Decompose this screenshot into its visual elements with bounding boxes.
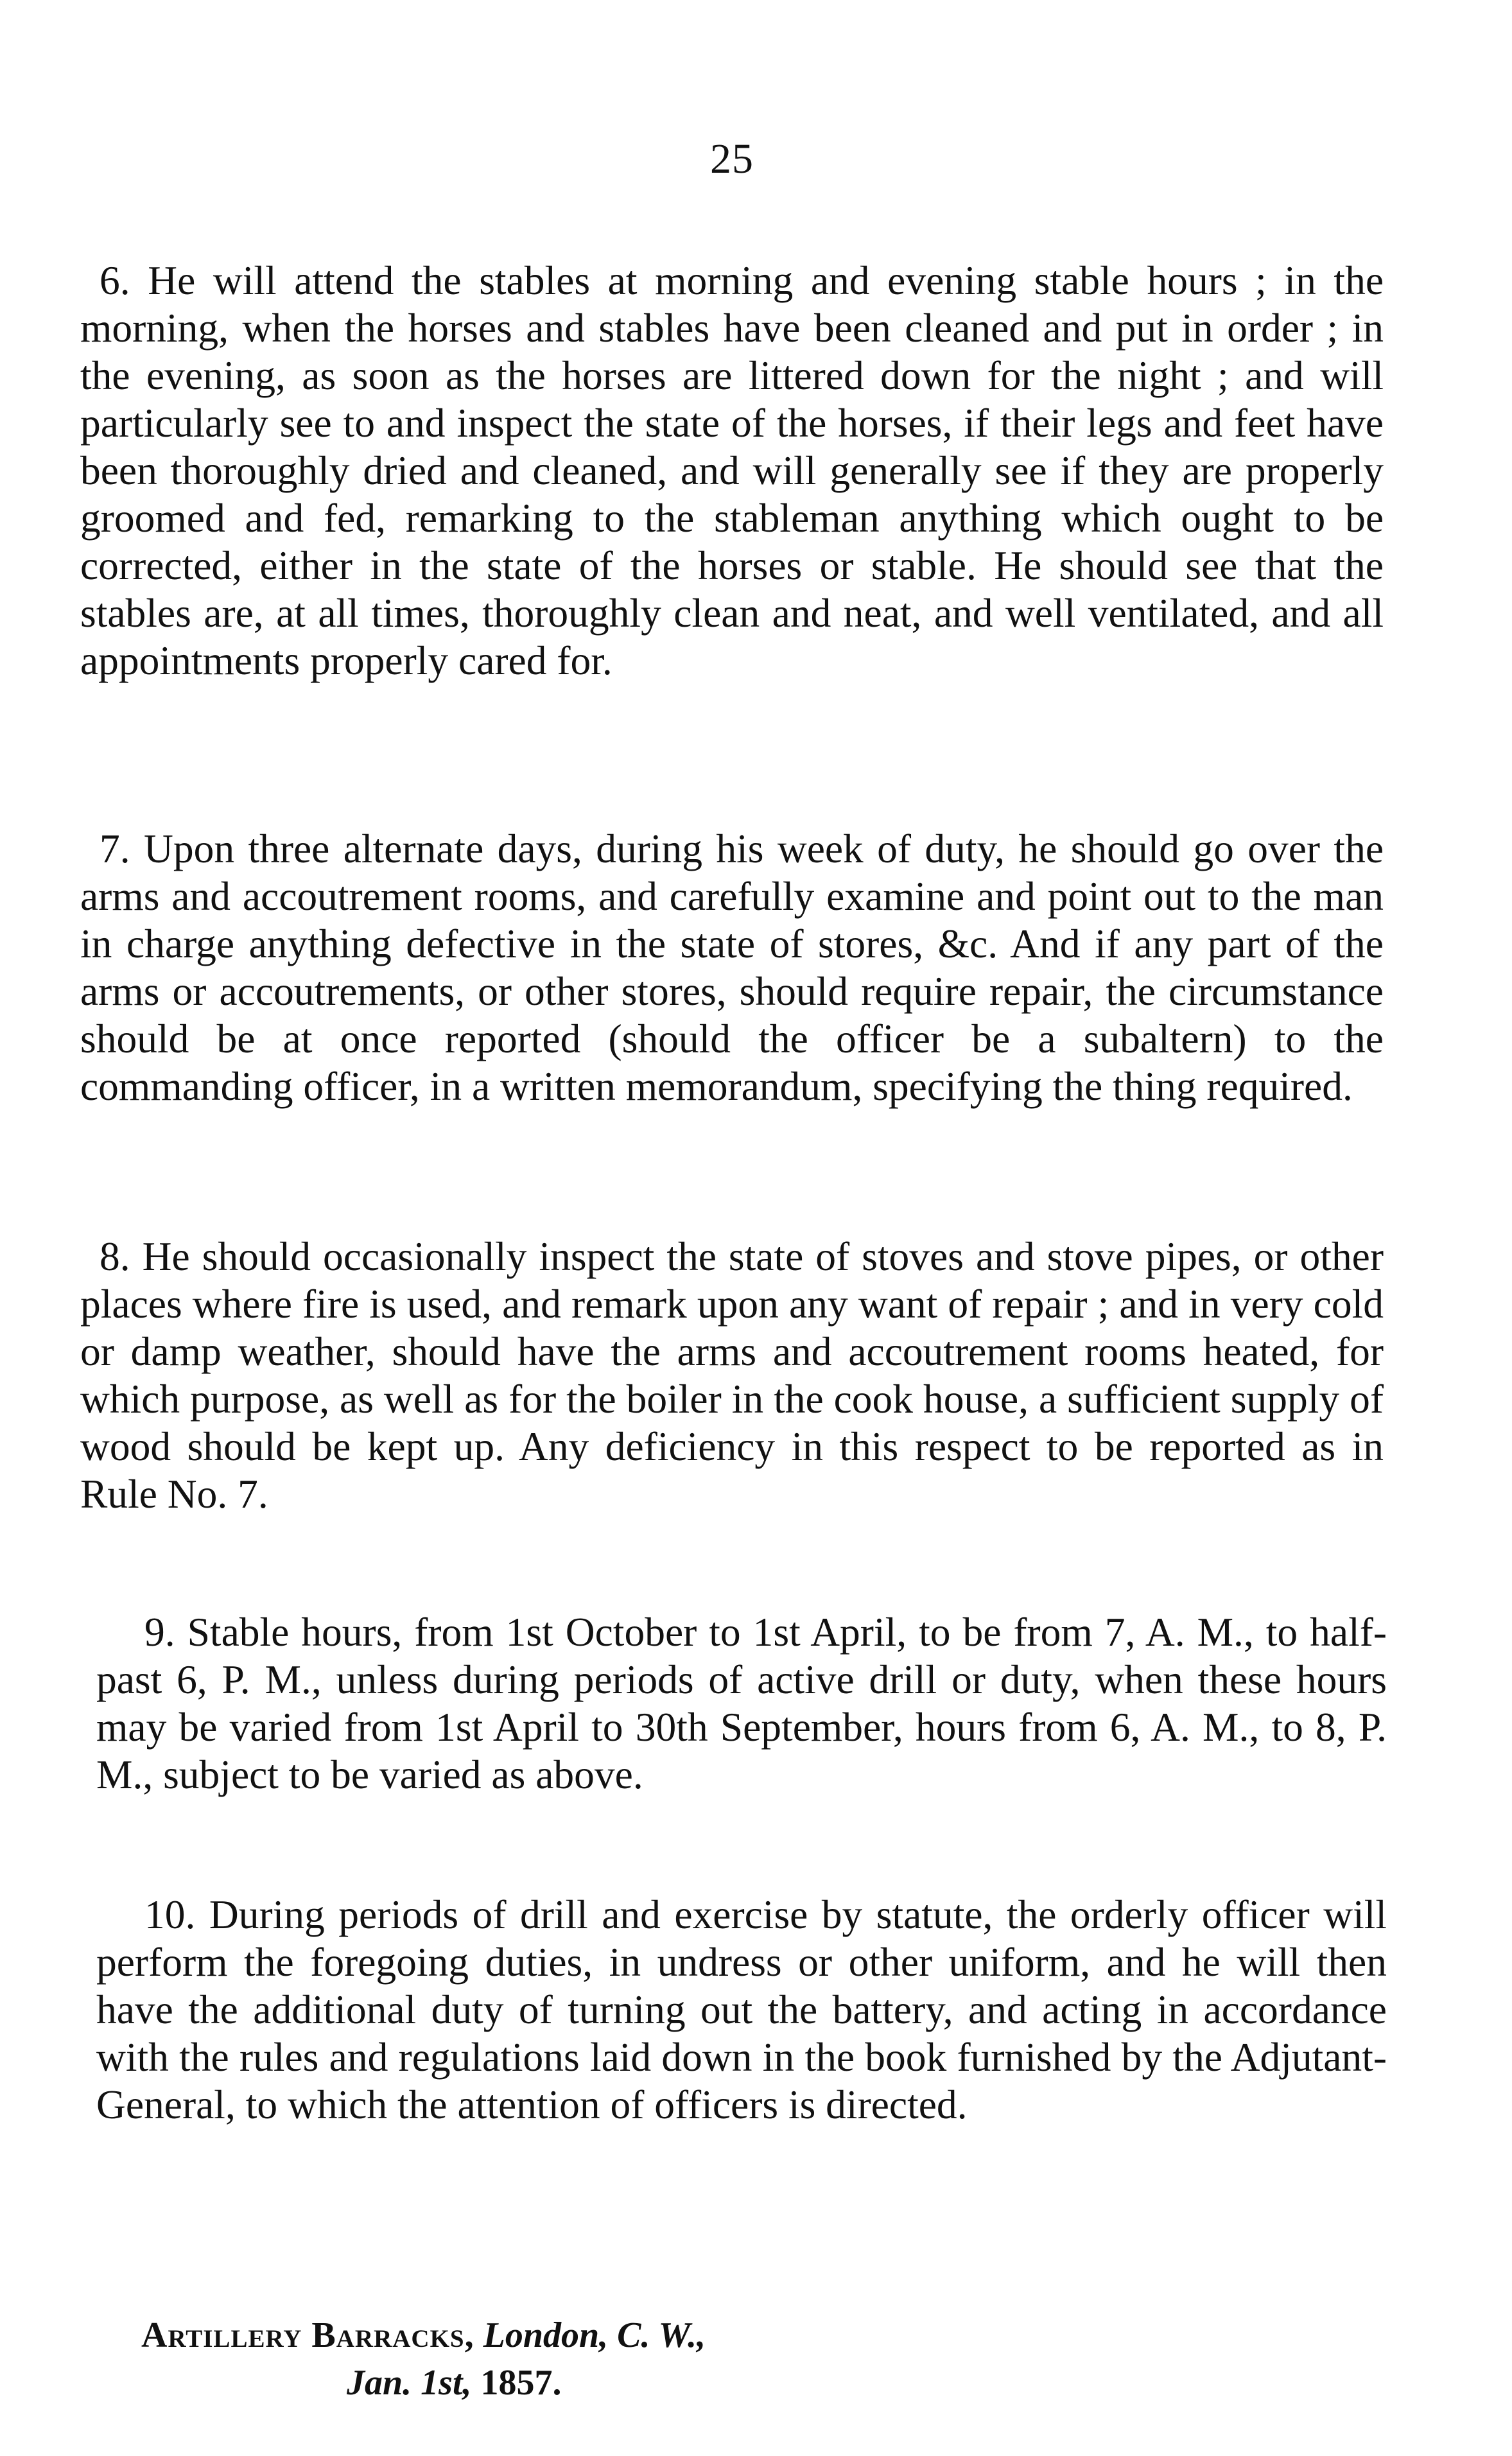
- paragraph-number: 6.: [100, 257, 130, 303]
- paragraph-9: [96, 1608, 1387, 1798]
- paragraph-number: 8.: [100, 1233, 130, 1279]
- paragraph-text: He will attend the stables at morning and evening stable hours ; in the morning, when the horses and stables have been cleaned and put in order ; in the evening, as soon as the horses are littered down for the night ; and will particularly see to and inspect the state of the horses, if their legs and feet have been thoroughly dried and cleaned, and will generally see if they are properly groomed and fed, remarking to the stableman anything which ought to be corrected, either in the state of the horses or stable. He should see that the stables are, at all times, thoroughly clean and neat, and well ventilated, and all appointments properly cared for.: [80, 257, 1384, 683]
- signoff-date-year: 1857.: [480, 2363, 562, 2403]
- paragraph-number: 9.: [144, 1609, 175, 1655]
- paragraph-text: Upon three alternate days, during his week of duty, he should go over the arms and accoutrement rooms, and carefully examine and point out to the man in charge anything defective in the state of stores, &c. And if any part of the arms or accoutrements, or other stores, should require repair, the circumstance should be at once reported (should the officer be a subaltern) to the commanding officer, in a written memorandum, specifying the thing required.: [80, 826, 1384, 1109]
- signoff-city: London, C. W.,: [483, 2315, 706, 2355]
- signoff: [141, 2312, 706, 2407]
- paragraph-7: [80, 825, 1384, 1110]
- paragraph-number: 7.: [100, 826, 130, 871]
- paragraph-text: Stable hours, from 1st October to 1st April, to be from 7, A. M., to half-past 6, P. M., unless during periods of active drill or duty, when these hours may be varied from 1st April to 30th September, hours from 6, A. M., to 8, P. M., subject to be varied as above.: [96, 1609, 1387, 1797]
- paragraph-6: [80, 257, 1384, 684]
- signoff-place: Artillery Barracks,: [141, 2315, 474, 2355]
- signoff-date-month: Jan. 1st,: [347, 2363, 472, 2403]
- paragraph-text: He should occasionally inspect the state of stoves and stove pipes, or other places where fire is used, and remark upon any want of repair ; and in very cold or damp weather, should have the arms and accoutrement rooms heated, for which purpose, as well as for the boiler in the cook house, a sufficient supply of wood should be kept up. Any deficiency in this respect to be reported as in Rule No. 7.: [80, 1233, 1384, 1517]
- paragraph-text: During periods of drill and exercise by statute, the orderly officer will perform the foregoing duties, in undress or other uniform, and he will then have the additional duty of turning out the battery, and acting in accordance with the rules and regulations laid down in the book furnished by the Adjutant-General, to which the attention of officers is directed.: [96, 1892, 1387, 2127]
- paragraph-8: [80, 1233, 1384, 1518]
- page-number: 25: [710, 135, 754, 182]
- paragraph-10: [96, 1891, 1387, 2129]
- paragraph-number: 10.: [144, 1892, 196, 1937]
- signoff-date: [141, 2359, 706, 2407]
